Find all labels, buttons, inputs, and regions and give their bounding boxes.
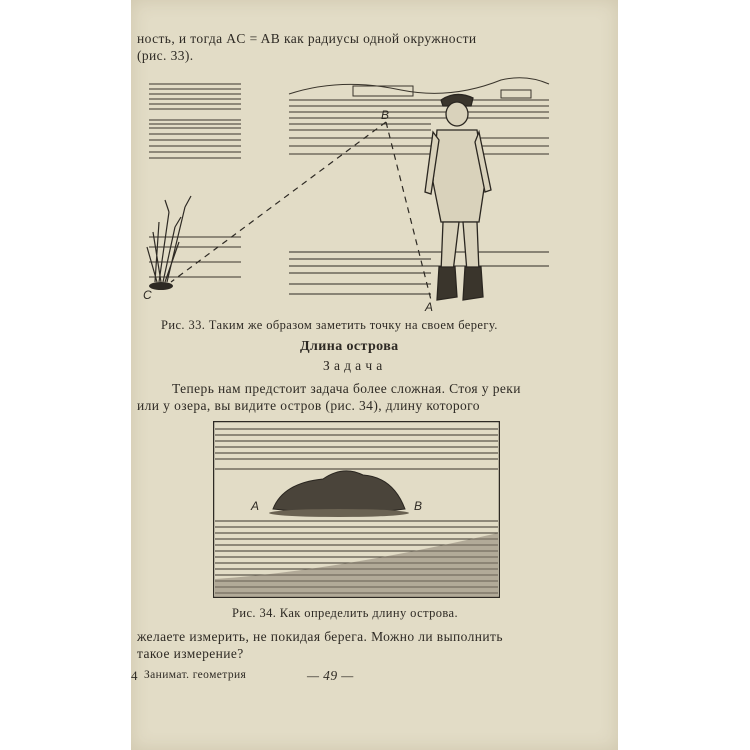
point-c-label: C — [143, 288, 152, 302]
island-point-a-label: A — [251, 499, 260, 513]
island-point-b-label: B — [414, 499, 423, 513]
body-line-4: или у озера, вы видите остров (рис. 34), длину которого — [137, 398, 480, 413]
body-line-6: такое измерение? — [137, 646, 244, 661]
figure-34-illustration — [213, 421, 500, 598]
figure-34-caption: Рис. 34. Как определить длину острова. — [232, 606, 458, 620]
point-b-label: B — [381, 108, 390, 122]
section-heading: Длина острова — [300, 339, 399, 354]
subheading-problem: З а д а ч а — [323, 358, 383, 373]
body-line-1: ность, и тогда AC = AB как радиусы одной окружности — [137, 31, 477, 46]
printer-signature-mark: 4 — [131, 668, 138, 683]
running-title: Занимат. геометрия — [144, 669, 247, 681]
figure-33-caption: Рис. 33. Таким же образом заметить точку на своем берегу. — [161, 318, 498, 332]
body-line-5: желаете измерить, не покидая берега. Можно ли выполнить — [137, 629, 503, 644]
point-a-label: A — [425, 300, 434, 312]
page-number: — 49 — — [307, 668, 354, 683]
figure-33-illustration — [141, 72, 556, 312]
body-line-2: (рис. 33). — [137, 48, 194, 63]
body-line-3: Теперь нам предстоит задача более сложная. Стоя у реки — [172, 381, 521, 396]
